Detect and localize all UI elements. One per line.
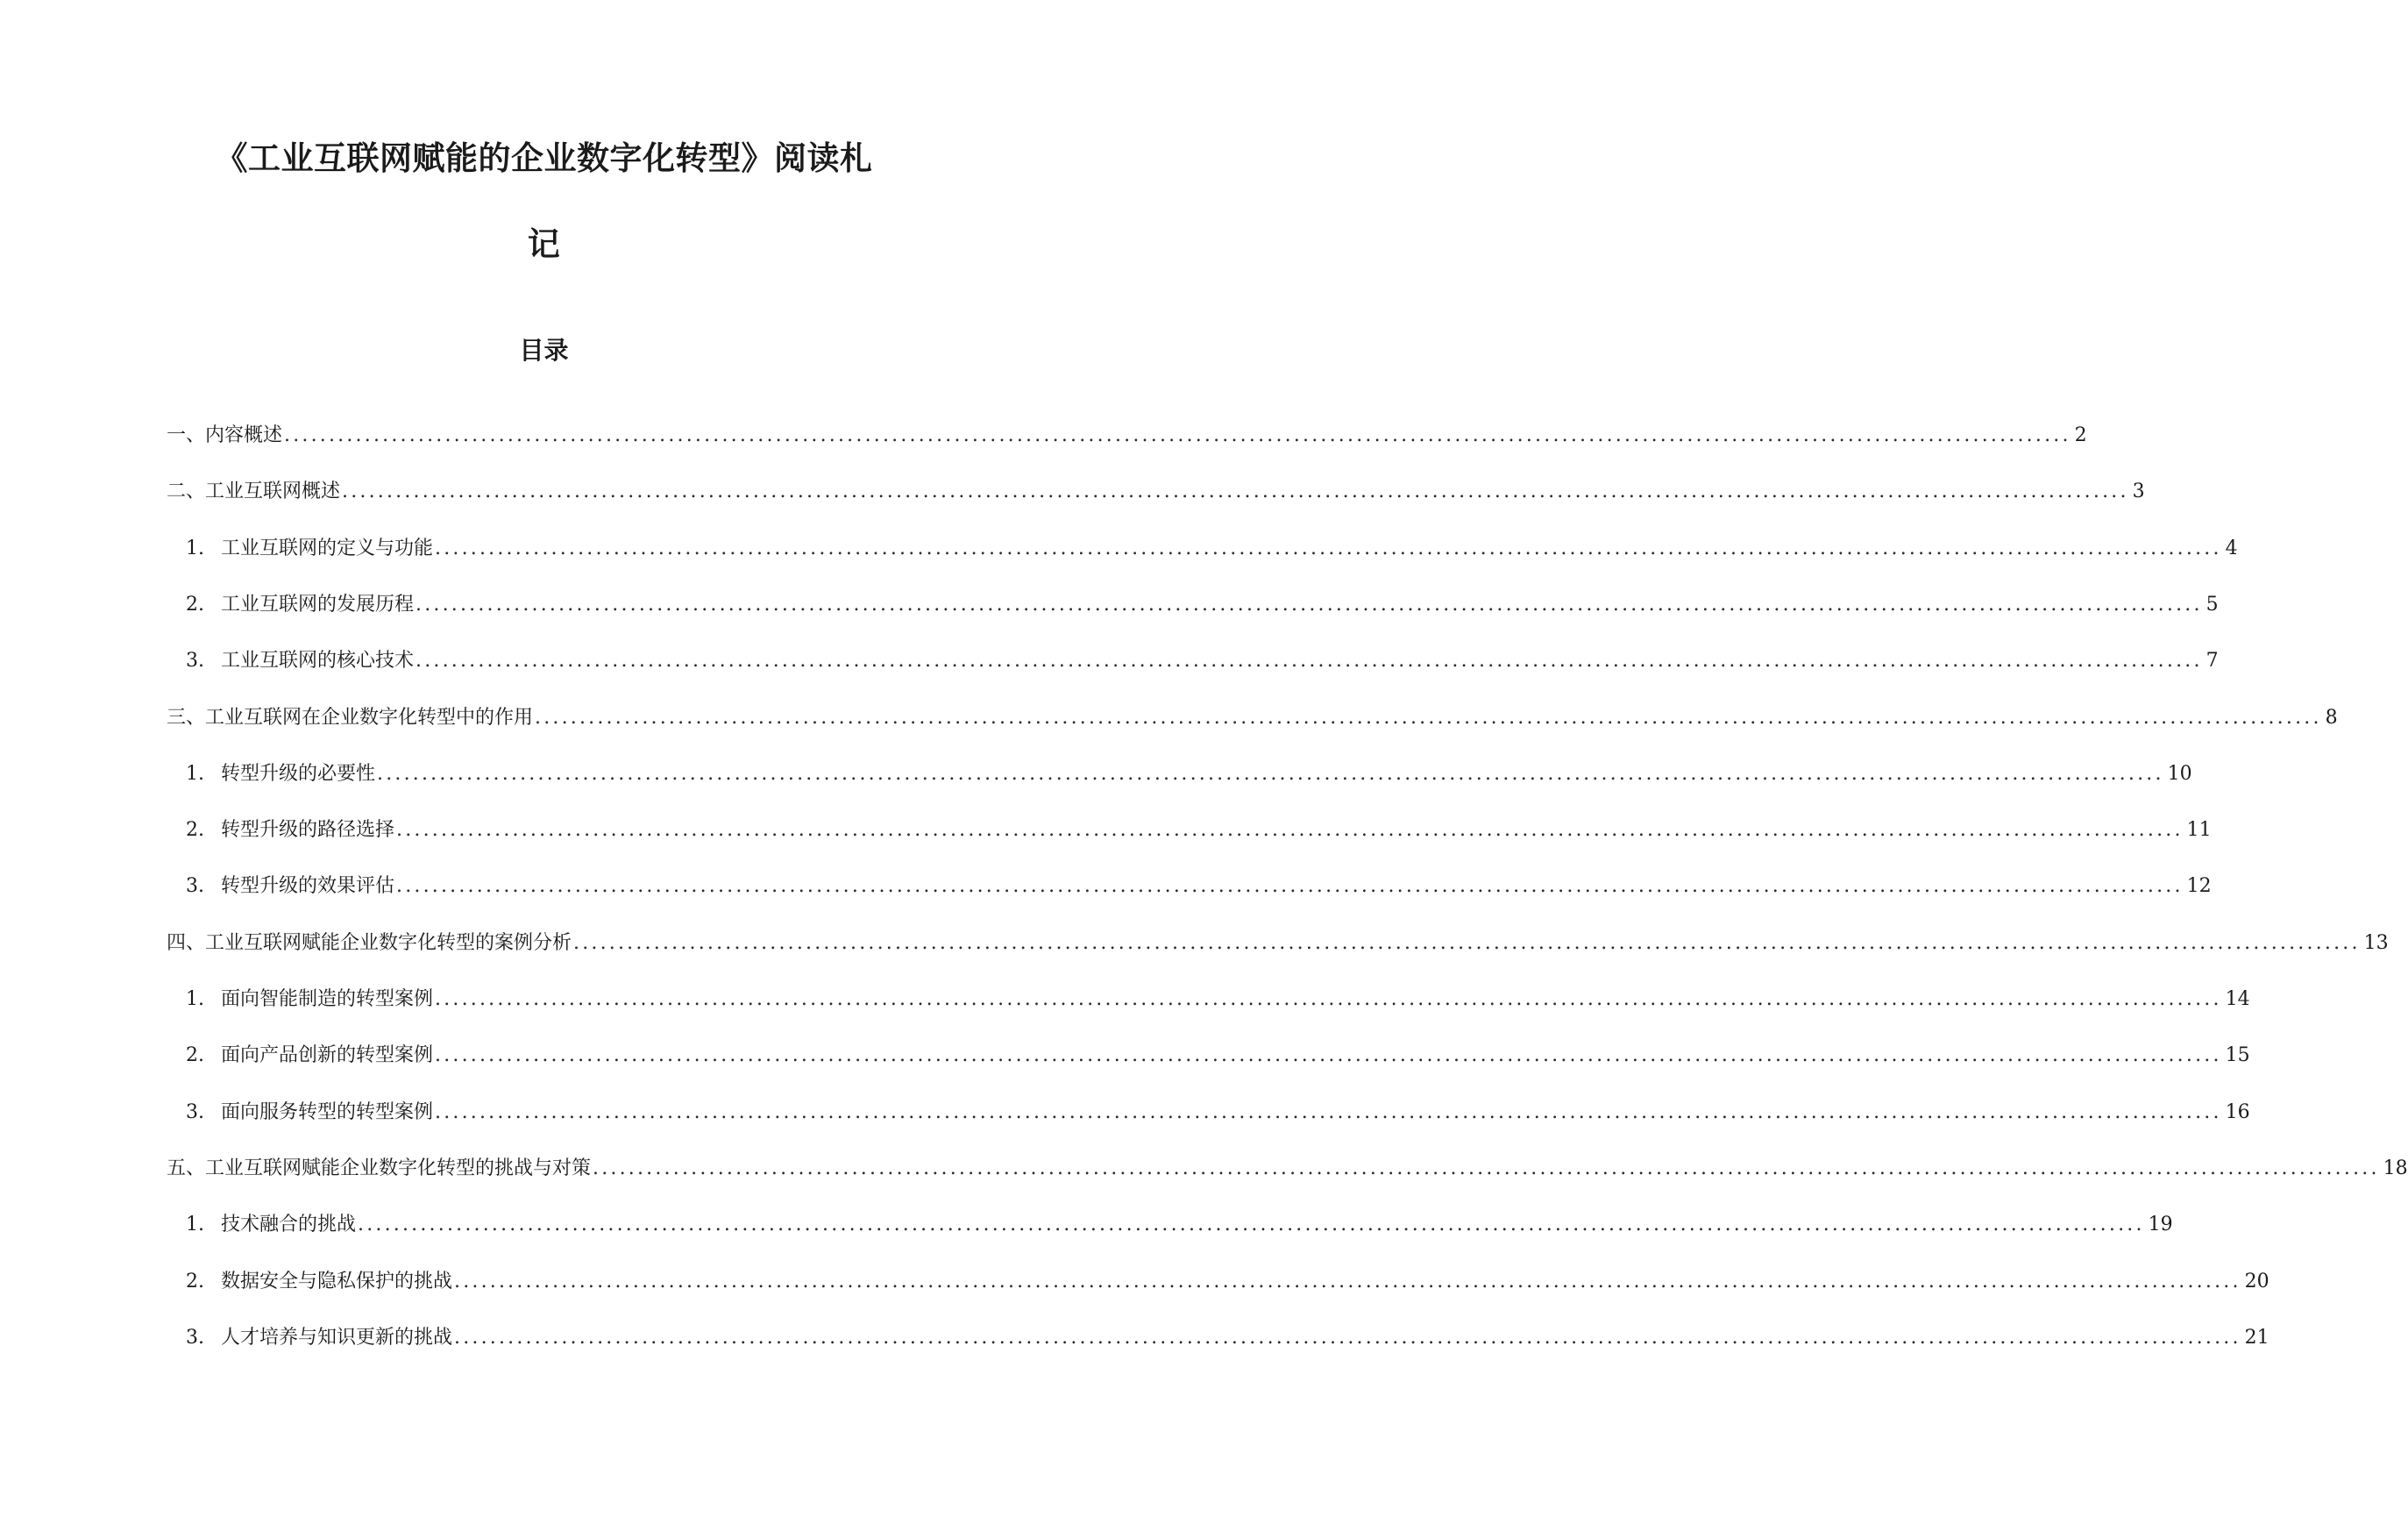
toc-dot-leader: ........................................................................................................................................................................................................ bbox=[593, 1157, 2380, 1179]
toc-entry-label: 技术融合的挑战 bbox=[221, 1214, 357, 1235]
toc-dot-leader: ........................................................................................................................................................................................................ bbox=[416, 594, 2203, 616]
toc-entry[interactable] bbox=[186, 817, 2212, 844]
toc-entry-number: 3. bbox=[186, 1327, 204, 1349]
toc-entry-label: 二、工业互联网概述 bbox=[167, 481, 341, 502]
toc-page-number: 2 bbox=[2074, 424, 2087, 446]
toc-entry[interactable] bbox=[186, 1325, 2269, 1351]
toc-entry[interactable] bbox=[186, 986, 2250, 1013]
toc-entry[interactable] bbox=[186, 592, 2219, 618]
toc-dot-leader: ........................................................................................................................................................................................................ bbox=[435, 1044, 2222, 1066]
toc-page-number: 12 bbox=[2186, 875, 2212, 897]
toc-page-number: 8 bbox=[2325, 707, 2338, 729]
toc-entry-label: 工业互联网的发展历程 bbox=[221, 594, 415, 616]
toc-dot-leader: ........................................................................................................................................................................................................ bbox=[435, 538, 2222, 559]
toc-entry-label: 面向产品创新的转型案例 bbox=[221, 1044, 434, 1066]
toc-entry[interactable] bbox=[186, 536, 2238, 562]
toc-entry[interactable] bbox=[186, 648, 2219, 674]
toc-page-number: 4 bbox=[2225, 538, 2238, 559]
toc-entry-label: 三、工业互联网在企业数字化转型中的作用 bbox=[167, 707, 534, 729]
toc-entry-number: 1. bbox=[186, 988, 204, 1010]
toc-dot-leader: ........................................................................................................................................................................................................ bbox=[535, 707, 2322, 729]
toc-entry-label: 转型升级的效果评估 bbox=[221, 875, 395, 897]
toc-entry[interactable] bbox=[167, 423, 2087, 449]
toc-page-number: 7 bbox=[2206, 650, 2219, 672]
toc-dot-leader: ........................................................................................................................................................................................................ bbox=[396, 819, 2184, 841]
toc-entry-label: 人才培养与知识更新的挑战 bbox=[221, 1327, 453, 1349]
toc-entry[interactable] bbox=[186, 1043, 2250, 1069]
toc-dot-leader: ........................................................................................................................................................................................................ bbox=[377, 763, 2164, 785]
toc-dot-leader: ........................................................................................................................................................................................................ bbox=[342, 481, 2129, 502]
toc-entry-label: 一、内容概述 bbox=[167, 424, 283, 446]
toc-dot-leader: ........................................................................................................................................................................................................ bbox=[396, 875, 2184, 897]
toc-page-number: 21 bbox=[2244, 1327, 2269, 1349]
toc-entry-number: 2. bbox=[186, 594, 204, 616]
toc-page-number: 11 bbox=[2186, 819, 2212, 841]
toc-entry-number: 2. bbox=[186, 1271, 204, 1292]
toc-heading: 目录 bbox=[519, 336, 569, 365]
toc-entry-number: 1. bbox=[186, 538, 204, 559]
toc-entry-label: 四、工业互联网赋能企业数字化转型的案例分析 bbox=[167, 932, 572, 954]
toc-entry[interactable] bbox=[186, 873, 2212, 900]
toc-page-number: 3 bbox=[2132, 481, 2145, 502]
toc-entry[interactable] bbox=[167, 1156, 2408, 1182]
toc-entry-number: 3. bbox=[186, 650, 204, 672]
toc-entry-label: 五、工业互联网赋能企业数字化转型的挑战与对策 bbox=[167, 1157, 592, 1179]
toc-entry-number: 1. bbox=[186, 1214, 204, 1235]
toc-page-number: 20 bbox=[2244, 1271, 2269, 1292]
toc-dot-leader: ........................................................................................................................................................................................................ bbox=[284, 424, 2071, 446]
toc-dot-leader: ........................................................................................................................................................................................................ bbox=[573, 932, 2361, 954]
toc-entry-number: 3. bbox=[186, 875, 204, 897]
toc-dot-leader: ........................................................................................................................................................................................................ bbox=[454, 1271, 2241, 1292]
toc-page-number: 15 bbox=[2225, 1044, 2250, 1066]
toc-entry[interactable] bbox=[186, 1269, 2269, 1295]
toc-entry[interactable] bbox=[186, 1100, 2250, 1126]
toc-entry-number: 3. bbox=[186, 1101, 204, 1123]
document-title-line-1: 《工业互联网赋能的企业数字化转型》阅读札 bbox=[215, 139, 873, 177]
toc-entry-number: 2. bbox=[186, 1044, 204, 1066]
toc-entry[interactable] bbox=[186, 761, 2192, 787]
toc-entry-label: 工业互联网的核心技术 bbox=[221, 650, 415, 672]
toc-page-number: 14 bbox=[2225, 988, 2250, 1010]
toc-entry-label: 数据安全与隐私保护的挑战 bbox=[221, 1271, 453, 1292]
toc-entry-label: 转型升级的路径选择 bbox=[221, 819, 395, 841]
toc-page-number: 5 bbox=[2206, 594, 2219, 616]
toc-dot-leader: ........................................................................................................................................................................................................ bbox=[435, 1101, 2222, 1123]
toc-entry-number: 1. bbox=[186, 763, 204, 785]
toc-page-number: 13 bbox=[2363, 932, 2389, 954]
toc-page-number: 10 bbox=[2167, 763, 2192, 785]
toc-entry-label: 面向智能制造的转型案例 bbox=[221, 988, 434, 1010]
toc-page-number: 16 bbox=[2225, 1101, 2250, 1123]
document-title-line-2: 记 bbox=[527, 224, 561, 263]
toc-entry[interactable] bbox=[167, 705, 2338, 731]
toc-entry[interactable] bbox=[167, 479, 2145, 505]
toc-entry-label: 工业互联网的定义与功能 bbox=[221, 538, 434, 559]
toc-dot-leader: ........................................................................................................................................................................................................ bbox=[454, 1327, 2241, 1349]
toc-entry[interactable] bbox=[186, 1212, 2173, 1238]
toc-entry-label: 转型升级的必要性 bbox=[221, 763, 376, 785]
toc-page-number: 18 bbox=[2383, 1157, 2408, 1179]
toc-dot-leader: ........................................................................................................................................................................................................ bbox=[358, 1214, 2145, 1235]
toc-page-number: 19 bbox=[2148, 1214, 2173, 1235]
toc-entry[interactable] bbox=[167, 930, 2389, 957]
toc-dot-leader: ........................................................................................................................................................................................................ bbox=[435, 988, 2222, 1010]
toc-entry-number: 2. bbox=[186, 819, 204, 841]
toc-dot-leader: ........................................................................................................................................................................................................ bbox=[416, 650, 2203, 672]
toc-entry-label: 面向服务转型的转型案例 bbox=[221, 1101, 434, 1123]
